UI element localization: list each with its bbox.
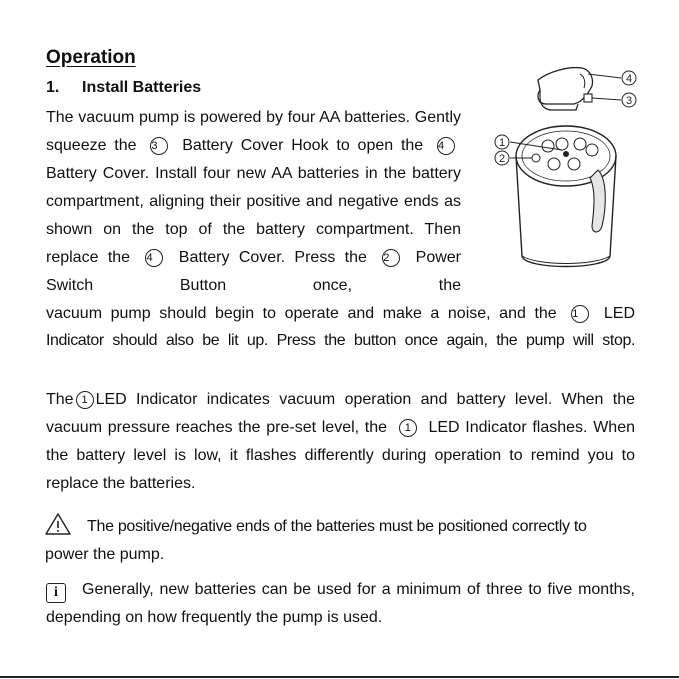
pump-body-icon <box>516 126 616 267</box>
callout-1-marker-2: 1 <box>76 391 94 409</box>
page-bottom-rule <box>0 676 679 678</box>
callout-3-marker: 3 <box>150 137 168 155</box>
led-text-b: LED Indicator indicates vacuum operation and battery level. When the vacuum pressure reaches the pre-set level, the <box>46 391 635 436</box>
callout-2-label: 2 <box>498 153 506 165</box>
led-text-a: The <box>46 391 74 408</box>
callout-2-marker: 2 <box>382 249 400 267</box>
led-text-c: LED Indicator flashes. When the battery level is low, it flashes differently during operation to remind you to replace the batteries. <box>46 419 635 492</box>
vacuum-pump-illustration <box>488 60 648 280</box>
install-paragraph-last-line <box>46 327 635 355</box>
callout-4-label: 4 <box>625 73 633 85</box>
warning-text-1: The positive/negative ends of the batteries must be positioned correctly to <box>87 518 587 535</box>
install-text-g: LED <box>603 305 636 322</box>
callout-1-marker: 1 <box>571 305 589 323</box>
info-icon: i <box>46 583 66 603</box>
install-text-h: Indicator should also be lit up. Press the button once again, the pump will stop. <box>46 332 635 349</box>
install-text-f: vacuum pump should begin to operate and make a noise, and the <box>46 305 557 322</box>
warning-line-1 <box>45 513 645 541</box>
callout-1-label: 1 <box>498 137 506 149</box>
callout-4-marker: 4 <box>437 137 455 155</box>
install-text-d: Battery Cover. Press the <box>178 249 367 266</box>
section-title: Install Batteries <box>82 79 202 96</box>
warning-triangle-icon <box>45 513 71 535</box>
warning-text-2: power the pump. <box>45 546 165 563</box>
install-text-e: Power Switch Button once, the <box>46 249 461 294</box>
callout-4-marker-2: 4 <box>145 249 163 267</box>
section-heading <box>46 79 201 97</box>
info-note <box>46 576 635 632</box>
callout-3-label: 3 <box>625 95 633 107</box>
install-text-c: Battery Cover. Install four new AA batteries in the battery compartment, aligning their positive and negative ends as shown on the top of the battery compartment. Then replace the <box>46 165 461 266</box>
install-text-a: The vacuum pump is powered by four AA batteries. Gently squeeze the <box>46 109 461 154</box>
install-paragraph <box>46 104 461 300</box>
page-title: Operation <box>46 47 136 68</box>
led-paragraph <box>46 386 635 498</box>
section-number: 1. <box>46 79 60 96</box>
warning-note <box>45 513 645 569</box>
callout-1-marker-3: 1 <box>399 419 417 437</box>
install-text-b: Battery Cover Hook to open the <box>182 137 424 154</box>
info-text: Generally, new batteries can be used for a minimum of three to five months, depending on how frequently the pump is used. <box>46 581 635 626</box>
install-paragraph-line <box>46 300 635 328</box>
battery-cover-icon <box>538 68 593 110</box>
